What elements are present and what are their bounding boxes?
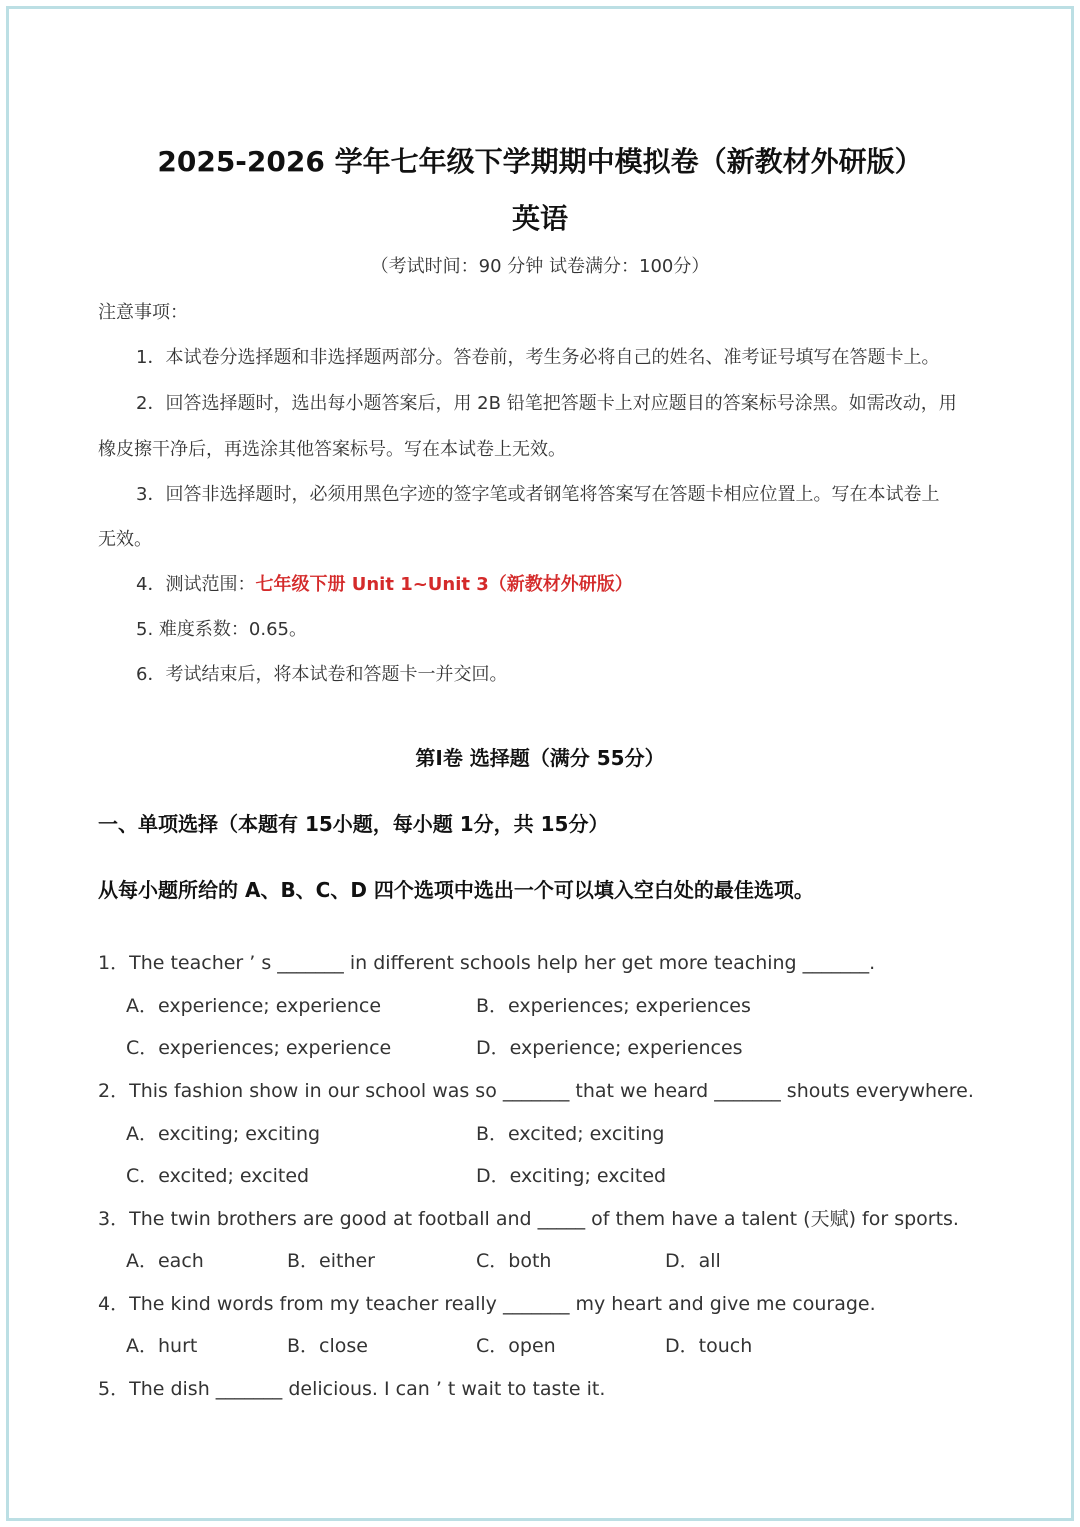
note-item: 5. 难度系数：0.65。 bbox=[136, 619, 307, 640]
part-title: 一、单项选择（本题有 15小题，每小题 1分，共 15分） bbox=[98, 812, 609, 836]
exam-info: （考试时间：90 分钟 试卷满分：100分） bbox=[370, 256, 710, 277]
note-item: 3．回答非选择题时，必须用黑色字迹的签字笔或者钢笔将答案写在答题卡相应位置上。写在本试卷上 bbox=[136, 484, 940, 505]
note-item: 6．考试结束后，将本试卷和答题卡一并交回。 bbox=[136, 664, 508, 685]
exam-title: 2025-2026 学年七年级下学期期中模拟卷（新教材外研版） bbox=[157, 145, 923, 178]
option-d: D．exciting; excited bbox=[476, 1165, 667, 1187]
question-stem: 2．This fashion show in our school was so _______ that we heard _______ shouts everywhere. bbox=[98, 1080, 974, 1102]
option-c: C．both bbox=[476, 1250, 552, 1272]
note-item: 无效。 bbox=[98, 529, 152, 550]
option-a: A．exciting; exciting bbox=[126, 1123, 321, 1145]
option-a: A．each bbox=[126, 1250, 204, 1272]
scope-value: 七年级下册 Unit 1~Unit 3（新教材外研版） bbox=[255, 574, 633, 595]
option-b: B．excited; exciting bbox=[476, 1123, 665, 1145]
question-stem: 4．The kind words from my teacher really _______ my heart and give me courage. bbox=[98, 1293, 876, 1315]
note-item-scope bbox=[136, 570, 633, 596]
option-c: C．experiences; experience bbox=[126, 1037, 392, 1059]
note-item: 2．回答选择题时，选出每小题答案后，用 2B 铅笔把答题卡上对应题目的答案标号涂黑。如需改动，用 bbox=[136, 393, 957, 414]
option-d: D．all bbox=[665, 1250, 721, 1272]
option-a: A．experience; experience bbox=[126, 995, 382, 1017]
question-stem: 3．The twin brothers are good at football and _____ of them have a talent (天赋) for sports. bbox=[98, 1208, 959, 1230]
question-stem: 5．The dish _______ delicious. I can ’ t wait to taste it. bbox=[98, 1378, 606, 1400]
option-d: D．touch bbox=[665, 1335, 753, 1357]
section-title: 第Ⅰ卷 选择题（满分 55分） bbox=[415, 746, 665, 770]
option-a: A．hurt bbox=[126, 1335, 198, 1357]
option-c: C．excited; excited bbox=[126, 1165, 310, 1187]
option-d: D．experience; experiences bbox=[476, 1037, 743, 1059]
instruction: 从每小题所给的 A、B、C、D 四个选项中选出一个可以填入空白处的最佳选项。 bbox=[98, 878, 814, 902]
notes-heading: 注意事项： bbox=[98, 302, 188, 323]
option-b: B．close bbox=[287, 1335, 368, 1357]
option-b: B．experiences; experiences bbox=[476, 995, 751, 1017]
option-b: B．either bbox=[287, 1250, 375, 1272]
note-item: 1．本试卷分选择题和非选择题两部分。答卷前，考生务必将自己的姓名、准考证号填写在答题卡上。 bbox=[136, 347, 940, 368]
scope-label: 4．测试范围： bbox=[136, 574, 256, 595]
subject-title: 英语 bbox=[511, 202, 568, 235]
note-item: 橡皮擦干净后，再选涂其他答案标号。写在本试卷上无效。 bbox=[98, 439, 566, 460]
option-c: C．open bbox=[476, 1335, 556, 1357]
question-stem: 1．The teacher ’ s _______ in different schools help her get more teaching _______. bbox=[98, 952, 876, 974]
